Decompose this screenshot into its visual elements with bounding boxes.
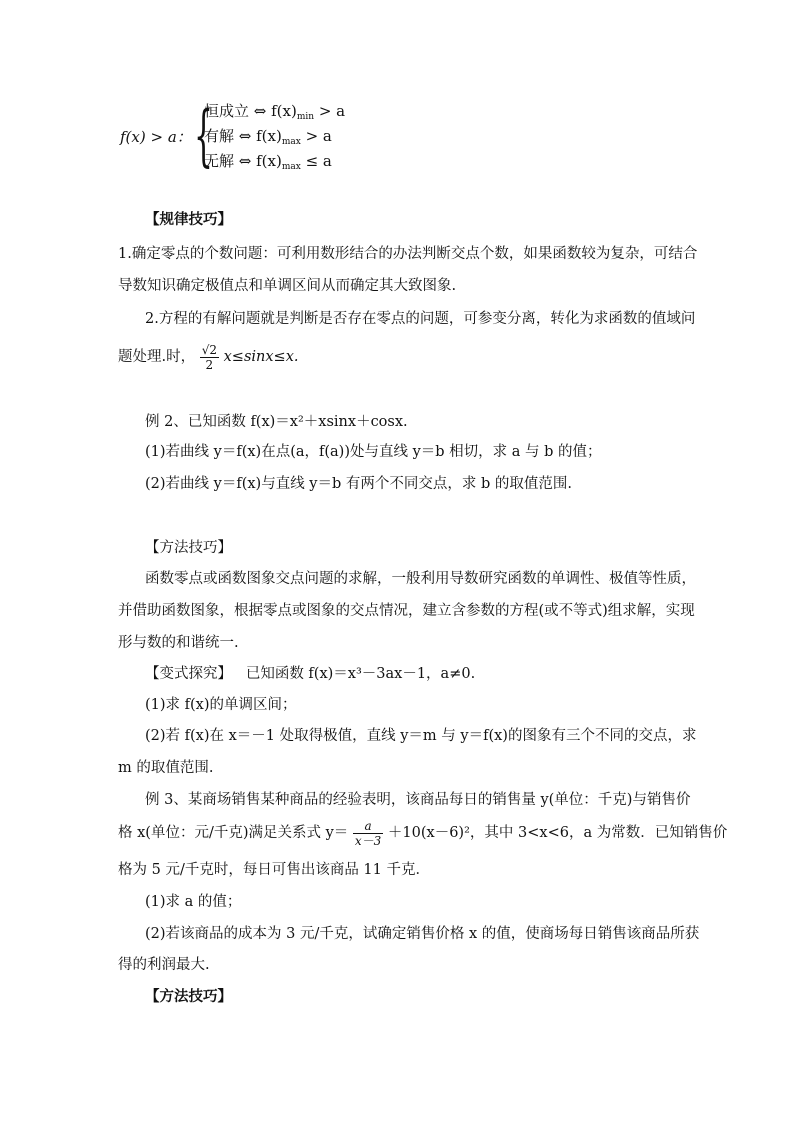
formula-case-1: 恒成立 ⇔ $f(x)_{min} > a$: [204, 102, 346, 122]
example3-q1: (1)求 a 的值；: [145, 894, 242, 910]
formula-case-2: 有解 ⇔ $f(x)_{max} > a$: [204, 127, 332, 147]
formula-case-3: 无解 ⇔ $f(x)_{max} \le a$: [204, 152, 332, 172]
method-line3: 形与数的和谐统一.: [118, 635, 239, 651]
heading-rules-tips: 【规律技巧】: [145, 211, 232, 228]
sqrt2-over-2-fraction: $\frac{√2}{2}$: [201, 342, 218, 372]
example2-q1: (1)若曲线 y＝f(x)在点(a，f(a))处与直线 y＝b 相切，求 a 与 b 的值；: [145, 444, 602, 460]
variant-q2-line2: m 的取值范围.: [118, 760, 214, 776]
variant-q2-line1: (2)若 f(x)在 x＝－1 处取得极值，直线 y＝m 与 y＝f(x)的图象有三个不同的交点，求: [145, 728, 697, 744]
method-line2: 并借助函数图象，根据零点或图象的交点情况，建立含参数的方程(或不等式)组求解，实现: [118, 603, 695, 619]
example3-q2-line2: 得的利润最大.: [118, 957, 210, 973]
example2-title: 例 2、已知函数 f(x)＝x²＋xsinx＋cosx.: [145, 414, 408, 430]
example3-line1: 例 3、某商场销售某种商品的经验表明，该商品每日的销售量 y(单位：千克)与销售价: [145, 792, 691, 808]
formula-lhs: f(x) > a：: [120, 128, 192, 146]
example2-q2: (2)若曲线 y＝f(x)与直线 y＝b 有两个不同交点，求 b 的取值范围.: [145, 476, 572, 492]
heading-variant: 【变式探究】: [145, 666, 232, 682]
variant-title-line: 【变式探究】 已知函数 f(x)＝x³－3ax－1，a≠0.: [145, 666, 476, 682]
rules-p2-line2: 题处理.时， $\frac{√2}{2}$ x≤sinx≤x.: [118, 342, 299, 372]
method-line1: 函数零点或函数图象交点问题的求解，一般利用导数研究函数的单调性、极值等性质，: [145, 571, 696, 587]
rules-p2-line1: 2.方程的有解问题就是判断是否存在零点的问题，可参变分离，转化为求函数的值域问: [145, 311, 696, 327]
variant-q1: (1)求 f(x)的单调区间；: [145, 697, 297, 713]
brace-symbol: {: [194, 97, 213, 174]
heading-method-tips-2: 【方法技巧】: [145, 988, 232, 1005]
example3-line3: 格为 5 元/千克时，每日可售出该商品 11 千克．: [118, 862, 430, 878]
heading-method-tips: 【方法技巧】: [145, 540, 232, 556]
example3-line2: 格 x(单位：元/千克)满足关系式 y＝ $\frac{a}{x-3}$ ＋10(x－6)²，其中 3<x<6，a 为常数．已知销售价: [118, 818, 728, 848]
rules-p1-line2: 导数知识确定极值点和单调区间从而确定其大致图象.: [118, 278, 457, 294]
rules-p1-line1: 1.确定零点的个数问题：可利用数形结合的办法判断交点个数，如果函数较为复杂，可结合: [118, 246, 698, 262]
example3-q2-line1: (2)若该商品的成本为 3 元/千克，试确定销售价格 x 的值，使商场每日销售该商品所获: [145, 926, 700, 942]
piecewise-formula: [120, 98, 440, 178]
a-over-x-minus-3-fraction: $\frac{a}{x-3}$: [354, 818, 382, 848]
